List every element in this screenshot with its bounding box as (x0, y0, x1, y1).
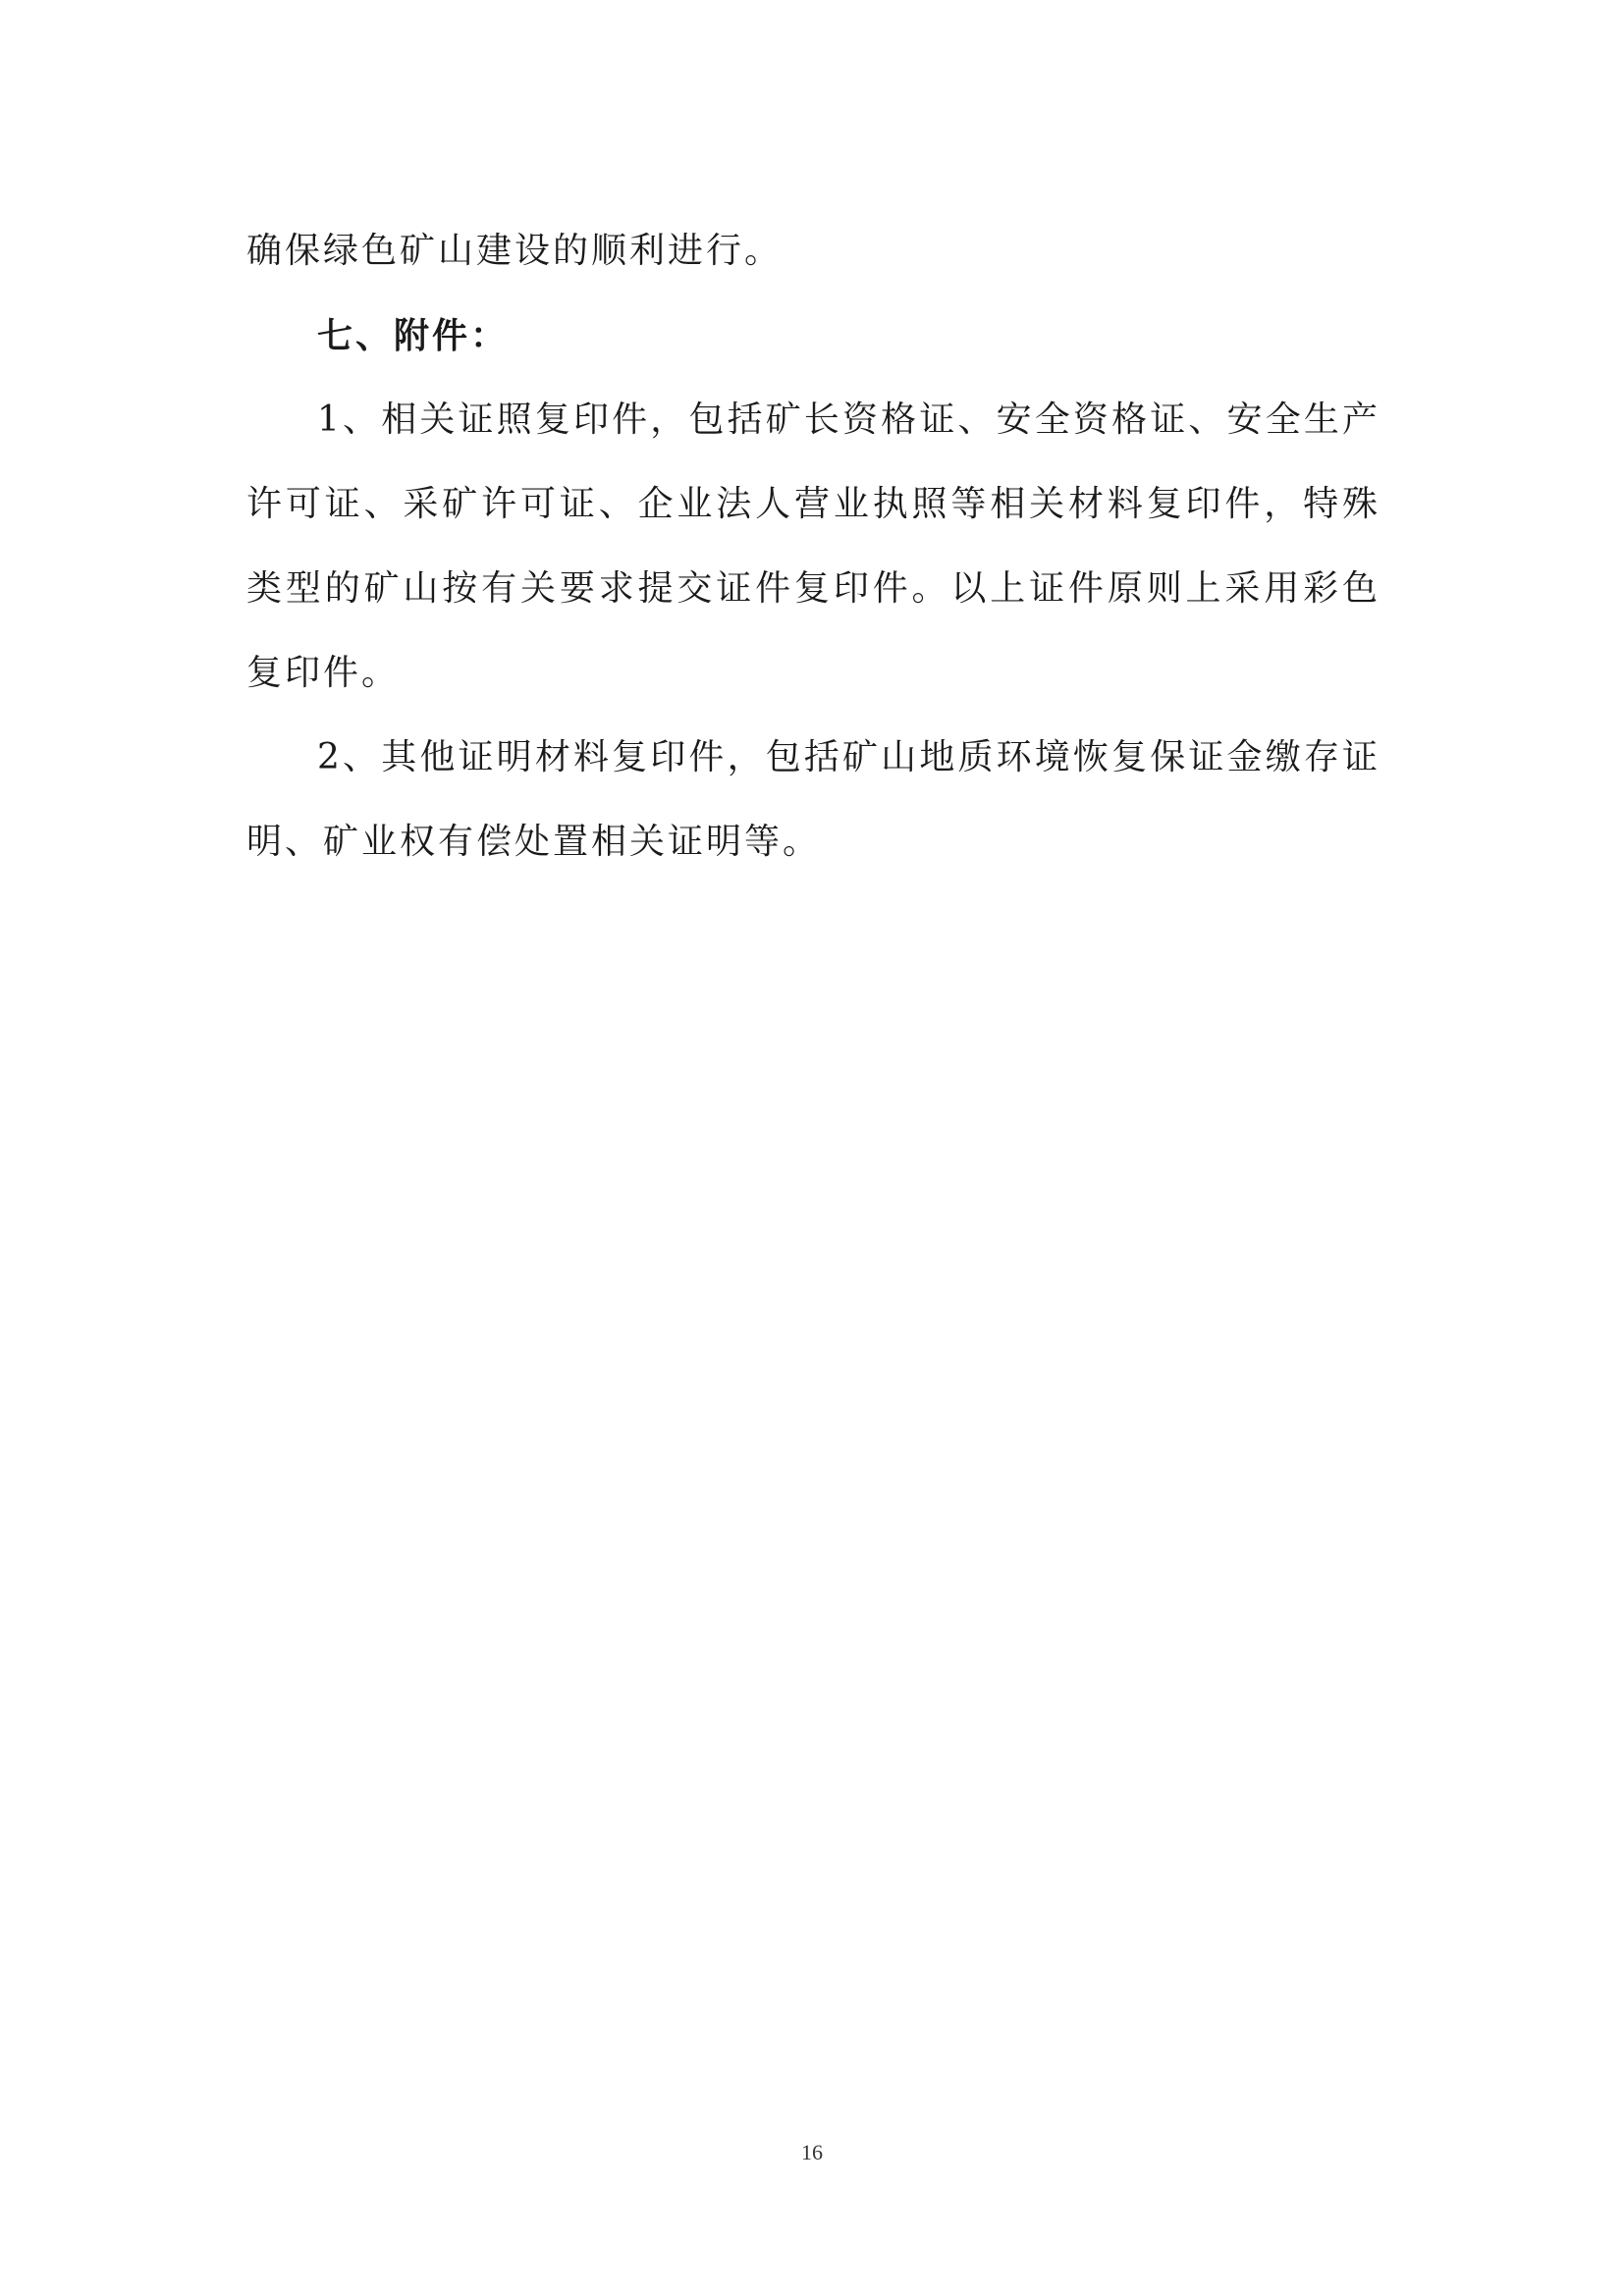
page-number: 16 (801, 2140, 823, 2164)
document-body (246, 209, 1380, 884)
continuation-paragraph: 确保绿色矿山建设的顺利进行。 (246, 231, 784, 271)
section-heading: 七、附件： (317, 315, 510, 356)
attachment-item-1: 1、相关证照复印件，包括矿长资格证、安全资格证、安全生产许可证、采矿许可证、企业法人营业执照等相关材料复印件，特殊类型的矿山按有关要求提交证件复印件。以上证件原则上采用彩色复印件。 (246, 400, 1380, 693)
attachment-item-2: 2、其他证明材料复印件，包括矿山地质环境恢复保证金缴存证明、矿业权有偿处置相关证明等。 (246, 737, 1380, 862)
